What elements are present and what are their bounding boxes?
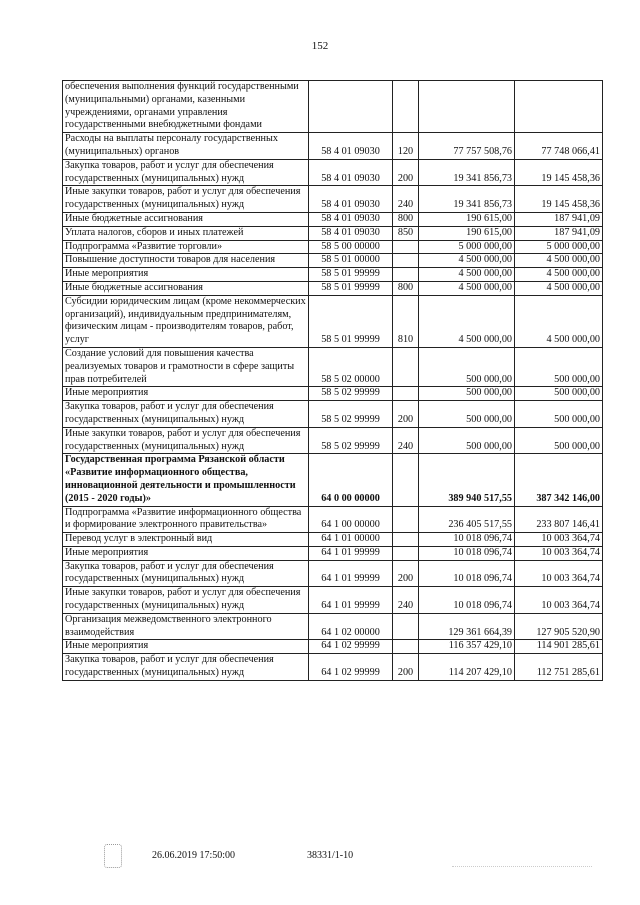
- cell-target-code: 58 4 01 09030: [309, 226, 393, 240]
- table-row: [63, 159, 603, 186]
- cell-amount-actual: 500 000,00: [515, 401, 603, 428]
- cell-name: Уплата налогов, сборов и иных платежей: [63, 226, 309, 240]
- cell-name: Закупка товаров, работ и услуг для обеспечения государственных (муниципальных) нужд: [63, 654, 309, 681]
- footer-datetime: 26.06.2019 17:50:00: [152, 850, 236, 861]
- cell-amount-actual: 5 000 000,00: [515, 240, 603, 254]
- cell-amount-plan: 10 018 096,74: [419, 546, 515, 560]
- cell-amount-plan: 500 000,00: [419, 387, 515, 401]
- cell-expense-type: 200: [393, 560, 419, 587]
- cell-amount-actual: 114 901 285,61: [515, 640, 603, 654]
- cell-expense-type: 120: [393, 133, 419, 160]
- cell-amount-actual: 127 905 520,90: [515, 613, 603, 640]
- cell-expense-type: [393, 454, 419, 506]
- cell-amount-actual: 500 000,00: [515, 387, 603, 401]
- cell-target-code: 64 1 02 99999: [309, 640, 393, 654]
- cell-target-code: 58 5 02 99999: [309, 401, 393, 428]
- table-row: [63, 454, 603, 506]
- cell-target-code: 58 5 01 00000: [309, 254, 393, 268]
- cell-amount-actual: 233 807 146,41: [515, 506, 603, 533]
- cell-name: Иные закупки товаров, работ и услуг для обеспечения государственных (муниципальных) нужд: [63, 587, 309, 614]
- cell-amount-actual: 4 500 000,00: [515, 281, 603, 295]
- faded-stamp: [452, 844, 592, 867]
- cell-target-code: 64 1 01 00000: [309, 533, 393, 547]
- cell-expense-type: [393, 613, 419, 640]
- cell-amount-actual: 19 145 458,36: [515, 159, 603, 186]
- cell-amount-actual: 4 500 000,00: [515, 254, 603, 268]
- page-footer: [0, 850, 640, 870]
- cell-amount-plan: 190 615,00: [419, 226, 515, 240]
- cell-expense-type: [393, 347, 419, 386]
- cell-expense-type: [393, 546, 419, 560]
- cell-amount-actual: [515, 81, 603, 133]
- cell-amount-actual: 500 000,00: [515, 427, 603, 454]
- table-row: [63, 401, 603, 428]
- table-row: [63, 506, 603, 533]
- cell-expense-type: [393, 506, 419, 533]
- table-row: [63, 281, 603, 295]
- table-row: [63, 546, 603, 560]
- cell-expense-type: 800: [393, 212, 419, 226]
- cell-name: Повышение доступности товаров для населения: [63, 254, 309, 268]
- table-row: [63, 240, 603, 254]
- cell-target-code: 58 4 01 09030: [309, 133, 393, 160]
- table-row: [63, 133, 603, 160]
- cell-amount-plan: 4 500 000,00: [419, 281, 515, 295]
- cell-amount-plan: 116 357 429,10: [419, 640, 515, 654]
- cell-amount-actual: 187 941,09: [515, 212, 603, 226]
- table-row: [63, 640, 603, 654]
- cell-target-code: 58 5 00 00000: [309, 240, 393, 254]
- cell-target-code: 64 0 00 00000: [309, 454, 393, 506]
- barcode-icon: [104, 844, 122, 868]
- table-row: [63, 186, 603, 213]
- table-row: [63, 387, 603, 401]
- cell-name: Закупка товаров, работ и услуг для обеспечения государственных (муниципальных) нужд: [63, 159, 309, 186]
- cell-expense-type: [393, 268, 419, 282]
- cell-amount-plan: 190 615,00: [419, 212, 515, 226]
- cell-name: обеспечения выполнения функций государственными (муниципальными) органами, казенными учреждениями, органами управления государственными внебюджетными фондами: [63, 81, 309, 133]
- cell-amount-actual: 4 500 000,00: [515, 295, 603, 347]
- cell-expense-type: 850: [393, 226, 419, 240]
- cell-name: Организация межведомственного электронного взаимодействия: [63, 613, 309, 640]
- cell-amount-actual: 387 342 146,00: [515, 454, 603, 506]
- cell-amount-actual: 187 941,09: [515, 226, 603, 240]
- cell-amount-plan: 236 405 517,55: [419, 506, 515, 533]
- cell-name: Иные закупки товаров, работ и услуг для обеспечения государственных (муниципальных) нужд: [63, 427, 309, 454]
- cell-target-code: 58 5 01 99999: [309, 295, 393, 347]
- table-row: [63, 654, 603, 681]
- cell-name: Субсидии юридическим лицам (кроме некоммерческих организаций), индивидуальным предпринимателям, физическим лицам - производителям товаров, работ, услуг: [63, 295, 309, 347]
- cell-amount-actual: 19 145 458,36: [515, 186, 603, 213]
- cell-amount-plan: 77 757 508,76: [419, 133, 515, 160]
- cell-target-code: 64 1 01 99999: [309, 546, 393, 560]
- budget-table: [62, 80, 603, 681]
- cell-name: Расходы на выплаты персоналу государственных (муниципальных) органов: [63, 133, 309, 160]
- cell-target-code: 58 5 02 99999: [309, 427, 393, 454]
- cell-target-code: 58 5 01 99999: [309, 281, 393, 295]
- cell-target-code: 64 1 02 00000: [309, 613, 393, 640]
- cell-amount-plan: 500 000,00: [419, 427, 515, 454]
- cell-target-code: 64 1 00 00000: [309, 506, 393, 533]
- cell-expense-type: [393, 240, 419, 254]
- table-row: [63, 268, 603, 282]
- cell-name: Подпрограмма «Развитие торговли»: [63, 240, 309, 254]
- cell-expense-type: 240: [393, 587, 419, 614]
- cell-expense-type: 810: [393, 295, 419, 347]
- table-row: [63, 613, 603, 640]
- cell-amount-plan: 4 500 000,00: [419, 295, 515, 347]
- cell-expense-type: [393, 640, 419, 654]
- cell-name: Перевод услуг в электронный вид: [63, 533, 309, 547]
- cell-expense-type: [393, 81, 419, 133]
- cell-amount-plan: 4 500 000,00: [419, 254, 515, 268]
- cell-amount-actual: 500 000,00: [515, 347, 603, 386]
- cell-expense-type: [393, 387, 419, 401]
- page-number: 152: [311, 40, 329, 52]
- cell-amount-actual: 10 003 364,74: [515, 560, 603, 587]
- cell-expense-type: 800: [393, 281, 419, 295]
- cell-amount-plan: 4 500 000,00: [419, 268, 515, 282]
- cell-expense-type: [393, 254, 419, 268]
- cell-target-code: 58 4 01 09030: [309, 212, 393, 226]
- cell-name: Иные бюджетные ассигнования: [63, 281, 309, 295]
- cell-name: Иные закупки товаров, работ и услуг для обеспечения государственных (муниципальных) нужд: [63, 186, 309, 213]
- cell-amount-plan: 389 940 517,55: [419, 454, 515, 506]
- cell-expense-type: 200: [393, 654, 419, 681]
- table-row: [63, 587, 603, 614]
- cell-amount-plan: 10 018 096,74: [419, 533, 515, 547]
- cell-target-code: 64 1 01 99999: [309, 587, 393, 614]
- cell-target-code: 58 5 02 99999: [309, 387, 393, 401]
- cell-name: Иные мероприятия: [63, 387, 309, 401]
- table-row: [63, 254, 603, 268]
- cell-amount-actual: 112 751 285,61: [515, 654, 603, 681]
- cell-amount-actual: 10 003 364,74: [515, 546, 603, 560]
- cell-target-code: 58 4 01 09030: [309, 159, 393, 186]
- cell-amount-actual: 77 748 066,41: [515, 133, 603, 160]
- cell-amount-actual: 10 003 364,74: [515, 533, 603, 547]
- cell-name: Иные мероприятия: [63, 640, 309, 654]
- footer-doc-number: 38331/1-10: [307, 850, 354, 861]
- table-row: [63, 560, 603, 587]
- table-row: [63, 81, 603, 133]
- table-row: [63, 226, 603, 240]
- cell-target-code: [309, 81, 393, 133]
- cell-name: Закупка товаров, работ и услуг для обеспечения государственных (муниципальных) нужд: [63, 401, 309, 428]
- cell-name: Подпрограмма «Развитие информационного общества и формирование электронного правительства»: [63, 506, 309, 533]
- cell-amount-actual: 4 500 000,00: [515, 268, 603, 282]
- cell-expense-type: 240: [393, 427, 419, 454]
- table-row: [63, 212, 603, 226]
- cell-name: Государственная программа Рязанской области «Развитие информационного общества, инновационной деятельности и промышленности (2015 - 2020 годы)»: [63, 454, 309, 506]
- cell-target-code: 64 1 02 99999: [309, 654, 393, 681]
- cell-amount-plan: 129 361 664,39: [419, 613, 515, 640]
- cell-name: Иные бюджетные ассигнования: [63, 212, 309, 226]
- cell-name: Иные мероприятия: [63, 268, 309, 282]
- table-row: [63, 295, 603, 347]
- cell-expense-type: 240: [393, 186, 419, 213]
- cell-name: Иные мероприятия: [63, 546, 309, 560]
- cell-expense-type: 200: [393, 159, 419, 186]
- cell-amount-plan: [419, 81, 515, 133]
- cell-amount-plan: 10 018 096,74: [419, 587, 515, 614]
- cell-target-code: 64 1 01 99999: [309, 560, 393, 587]
- cell-amount-plan: 19 341 856,73: [419, 159, 515, 186]
- cell-amount-plan: 5 000 000,00: [419, 240, 515, 254]
- cell-amount-plan: 500 000,00: [419, 401, 515, 428]
- cell-amount-plan: 114 207 429,10: [419, 654, 515, 681]
- cell-expense-type: 200: [393, 401, 419, 428]
- cell-name: Закупка товаров, работ и услуг для обеспечения государственных (муниципальных) нужд: [63, 560, 309, 587]
- cell-amount-plan: 10 018 096,74: [419, 560, 515, 587]
- table-row: [63, 347, 603, 386]
- cell-target-code: 58 5 01 99999: [309, 268, 393, 282]
- table-row: [63, 427, 603, 454]
- cell-target-code: 58 4 01 09030: [309, 186, 393, 213]
- cell-name: Создание условий для повышения качества реализуемых товаров и грамотности в сфере защиты прав потребителей: [63, 347, 309, 386]
- cell-target-code: 58 5 02 00000: [309, 347, 393, 386]
- cell-amount-actual: 10 003 364,74: [515, 587, 603, 614]
- table-row: [63, 533, 603, 547]
- budget-table-body: [63, 81, 603, 681]
- cell-amount-plan: 19 341 856,73: [419, 186, 515, 213]
- cell-amount-plan: 500 000,00: [419, 347, 515, 386]
- cell-expense-type: [393, 533, 419, 547]
